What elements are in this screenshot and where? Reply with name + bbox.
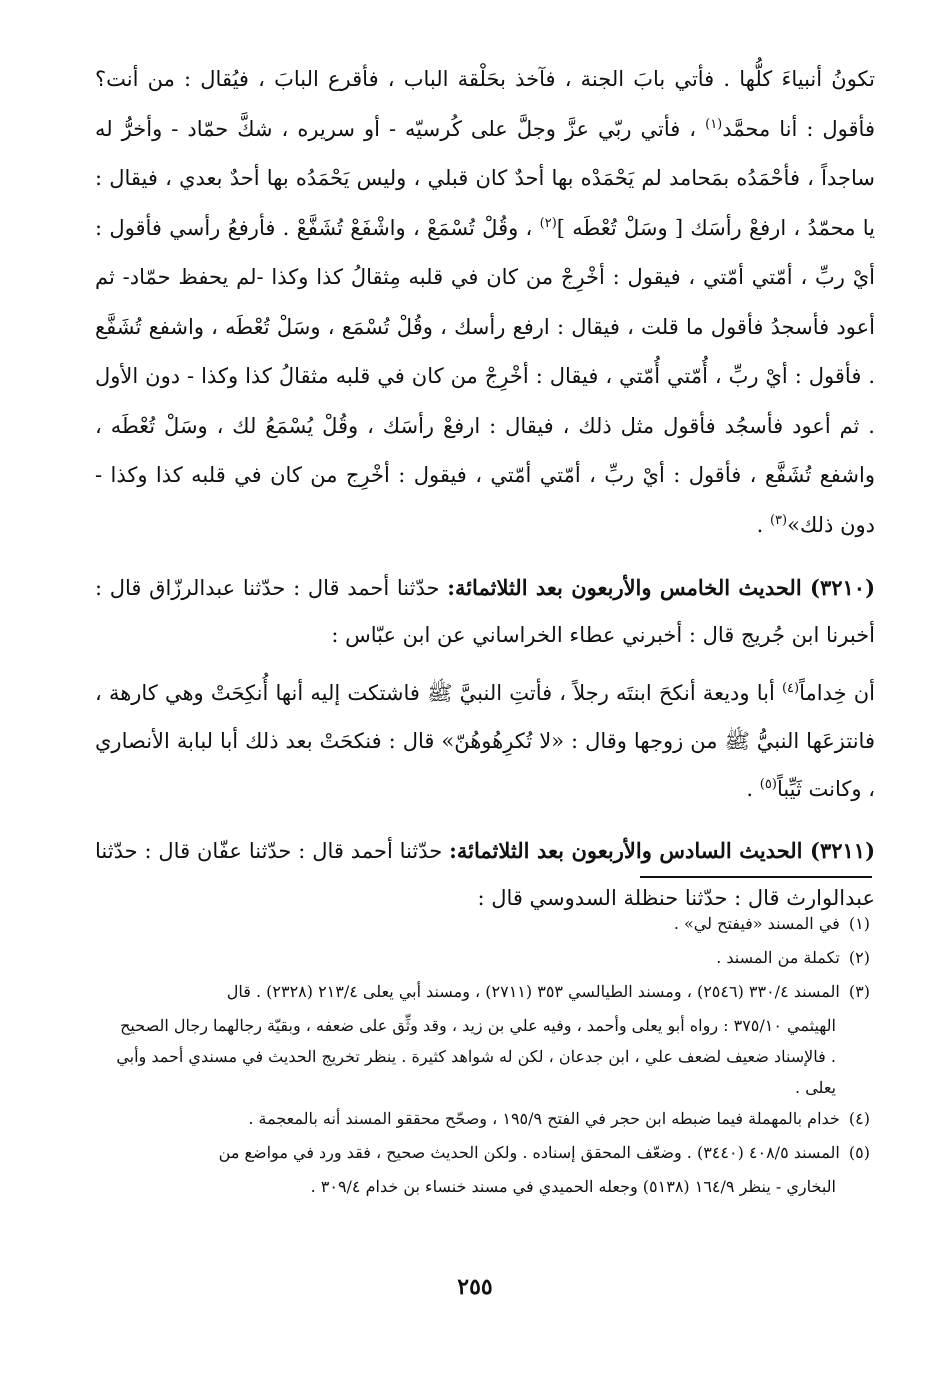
footnote-number: (٤) [848, 1109, 870, 1128]
text-segment: أبا وديعة أنكحَ ابنتَه رجلاً ، فأتتِ النبيَّ ﷺ فاشتكت إليه أنها أُنكِحَتْ وهي كارهة ، فانتزعَها النبيُّ ﷺ من زوجها وقال : «لا تُكرِهُوهُنّ» قال : فنكحَتْ بعد ذلك أبا لبابة الأنصاري ، وكانت ثَيِّباً [95, 681, 875, 801]
footnote-1 [110, 908, 870, 939]
footnote-text: تكملة من المسند . [716, 948, 840, 967]
footnote-text: المسند ٣٣٠/٤ (٢٥٤٦) ، ومسند الطيالسي ٣٥٣ (٢٧١١) ، ومسند أبي يعلى ٢١٣/٤ (٢٣٢٨) . قال [226, 982, 840, 1001]
hadith-continuation [95, 55, 875, 550]
footnote-text: خدام بالمهملة فيما ضبطه ابن حجر في الفتح ١٩٥/٩ ، وصحّح محققو المسند أنه بالمعجمة . [248, 1109, 840, 1128]
footnote-4 [110, 1103, 870, 1134]
footnote-5 [110, 1137, 870, 1168]
footnote-number: (١) [848, 914, 870, 933]
footnote-ref-4[interactable]: (٤) [781, 681, 800, 696]
footnote-separator [640, 876, 872, 878]
hadith-title: (٣٢١١) الحديث السادس والأربعون بعد الثلاثمائة: [449, 838, 875, 863]
isnad-text: حدّثنا أحمد قال : حدّثنا عفّان قال : حدّثنا عبدالوارث قال : حدّثنا حنظلة السدوسي قال : [95, 839, 875, 910]
footnote-ref-3[interactable]: (٣) [769, 512, 788, 528]
text-segment: . [756, 512, 764, 537]
footnote-ref-2[interactable]: (٢) [539, 215, 557, 231]
footnote-5-continuation: البخاري - ينظر ١٦٤/٩ (٥١٣٨) وجعله الحميدي في مسند خنساء بن خدام ٣٠٩/٤ . [310, 1177, 836, 1196]
hadith-title: (٣٢١٠) الحديث الخامس والأربعون بعد الثلاثمائة: [447, 575, 875, 600]
main-text [95, 55, 875, 922]
footnote-number: (٥) [848, 1143, 870, 1162]
text-segment: ، فأتي ربّي عزَّ وجلَّ على كُرسيّه - أو سريره ، شكَّ حمّاد - وأخرُّ له ساجداً ، فأحْمَدُه بمَحامد لم يَحْمَدْه بها أحدٌ كان قبلي ، وليس يَحْمَدُه بها أحدٌ بعدي ، فيقال : يا محمّدُ ، ارفعْ رأسَك [ وسَلْ تُعْطَه ] [95, 116, 875, 240]
hadith-3210 [95, 564, 875, 813]
footnote-ref-1[interactable]: (١) [705, 116, 723, 132]
text-segment: ، وقُلْ تُسْمَعْ ، واشْفَعْ تُشَفَّعْ . فأرفعُ رأسي فأقول : أيْ ربِّ ، أمّتي أمّتي ، فيقول : أخْرِجْ من كان في قلبه مِثقالُ كذا وكذا -لم يحفظ حمّاد- ثم أعود فأسجدُ فأقول ما قلت ، فيقال : ارفع رأسك ، وقُلْ تُسْمَع ، وسَلْ تُعْطَه ، واشفع تُشَفَّع . فأقول : أيْ ربِّ ، أُمّتي أُمّتي ، فيقال : أخْرِجْ من كان في قلبه مثقالُ كذا وكذا - دون الأول . ثم أعود فأسجُد فأقول مثل ذلك ، فيقال : ارفعْ رأسَك ، وقُلْ يُسْمَعُ لك ، وسَلْ تُعْطَه ، واشفع تُشَفَّع ، فأقول : أيْ ربِّ ، أمّتي أمّتي ، فيقول : أخْرِج من كان في قلبه كذا وكذا - دون ذلك» [95, 215, 875, 537]
footnote-ref-5[interactable]: (٥) [759, 777, 777, 792]
footnote-3 [110, 976, 870, 1007]
footnote-text: في المسند «فيفتح لي» . [673, 914, 840, 933]
footnote-3-continuation: الهيثمي ٣٧٥/١٠ : رواه أبو يعلى وأحمد ، وفيه علي بن زيد ، وقد وثِّق على ضعفه ، وبقيّة رجالهما رجال الصحيح . فالإسناد ضعيف لضعف علي ، ابن جدعان ، لكن له شواهد كثيرة . ينظر تخريج الحديث في مسندي أحمد وأبي يعلى . [116, 1016, 836, 1097]
text-segment: أن خِداماً [799, 681, 875, 705]
text-segment: . [746, 777, 754, 801]
page-number: ٢٥٥ [457, 1274, 493, 1300]
footnote-text: المسند ٤٠٨/٥ (٣٤٤٠) . وضعّف المحقق إسناده . ولكن الحديث صحيح ، فقد ورد في مواضع من [218, 1143, 840, 1162]
footnote-number: (٣) [848, 982, 870, 1001]
hadith-body [95, 669, 875, 813]
footnote-2 [110, 942, 870, 973]
text-segment: تكونُ أنبياءَ كلُّها . فأتي بابَ الجنة ، فآخذ بحَلْقة الباب ، فأقرع البابَ ، فيُقال : من أنت؟ فأقول : أنا محمَّد [95, 67, 875, 141]
footnotes [110, 908, 870, 1202]
hadith-heading [95, 564, 875, 659]
isnad-text: حدّثنا أحمد قال : حدّثنا عبدالرزّاق قال : أخبرنا ابن جُريج قال : أخبرني عطاء الخراساني عن ابن عبّاس : [95, 576, 875, 647]
footnote-number: (٢) [848, 948, 870, 967]
